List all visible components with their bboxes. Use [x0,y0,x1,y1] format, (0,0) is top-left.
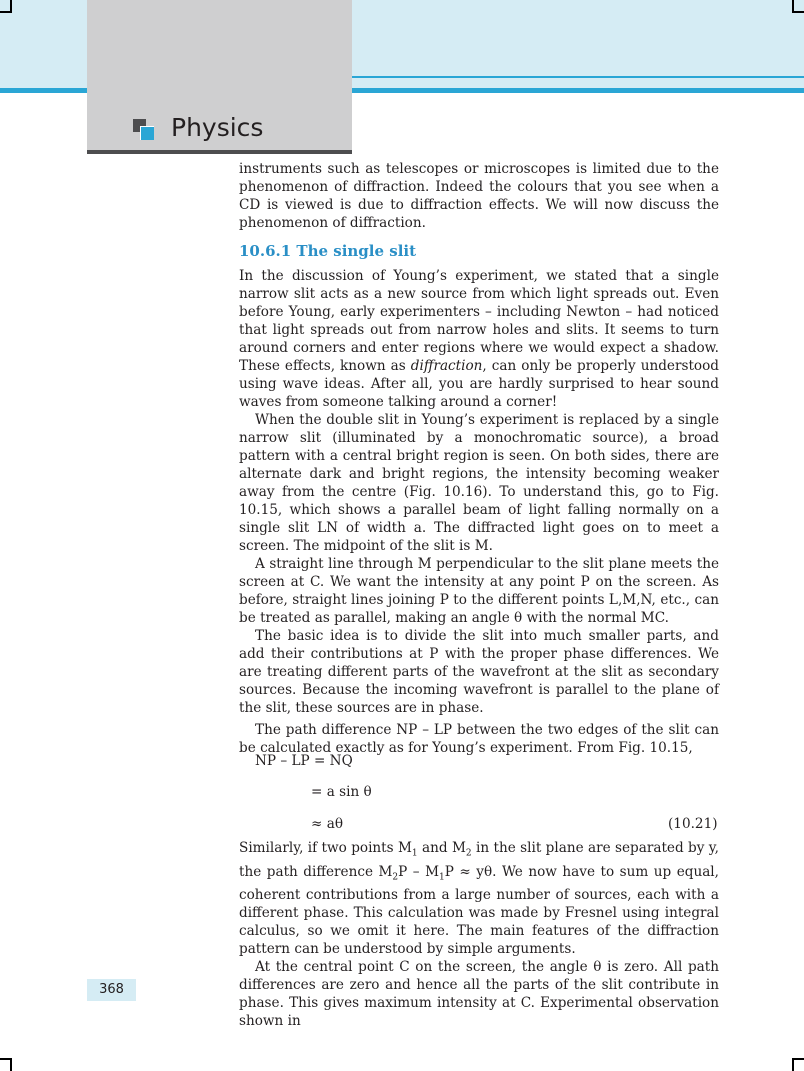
body-block-1 [239,267,719,757]
body-block-2 [239,839,719,1030]
crop-mark-top-right-h [792,11,804,13]
section-heading: 10.6.1 The single slit [239,242,417,260]
paragraph-4: The basic idea is to divide the slit into much smaller parts, and add their contributions at P with the proper phase differences. We are treating different parts of the wavefront at the slit as secondary sources. Because the incoming wavefront is parallel to the plane of the slit, these sources are in phase. [239,628,719,716]
equation-number: (10.21) [668,816,718,832]
paragraph-6: Similarly, if two points $M_1$ and $M_2$ in the slit plane are separated by y, the path difference $M_2P - M_1P \approx y\theta$. We now have to sum up equal, coherent contributions from a large number of sources, each with a different phase. This calculation was made by Fresnel using integral calculus, so we omit it here. The main features of the diffraction pattern can be understood by simple arguments. [239,840,719,958]
intro-text: instruments such as telescopes or microscopes is limited due to the phenomenon of diffraction. Indeed the colours that you see when a CD is viewed is due to diffraction effects. We will now discuss the phenomenon of diffraction. [239,161,719,231]
equation-line-3: ≈ aθ [311,816,343,832]
crop-mark-top-left-h [0,11,12,13]
crop-mark-bottom-right-h [792,1058,804,1060]
paragraph-5: The path difference NP – LP between the two edges of the slit can be calculated exactly as for Young’s experiment. From Fig. 10.15, [239,722,719,756]
equation-line-2: = a sin θ [311,784,372,800]
running-title: Physics [171,113,264,142]
header-rule [87,150,352,154]
physics-chapter-icon [133,119,155,141]
paragraph-3: A straight line through M perpendicular to the slit plane meets the screen at C. We want the intensity at any point P on the screen. As before, straight lines joining P to the different points L,M,N, etc., can be treated as parallel, making an angle θ with the normal MC. [239,556,719,626]
top-accent-line [352,76,804,78]
crop-mark-bottom-left-h [0,1058,12,1060]
page-number: 368 [87,979,136,1001]
paragraph-2: When the double slit in Young’s experiment is replaced by a single narrow slit (illuminated by a monochromatic source), a broad pattern with a central bright region is seen. On both sides, there are alternate dark and bright regions, the intensity becoming weaker away from the centre (Fig. 10.16). To understand this, go to Fig. 10.15, which shows a parallel beam of light falling normally on a single slit LN of width a. The diffracted light goes on to meet a screen. The midpoint of the slit is M. [239,412,719,554]
equation-line-1: NP – LP = NQ [255,753,353,769]
paragraph-1: In the discussion of Young’s experiment, we stated that a single narrow slit acts as a new source from which light spreads out. Even before Young, early experimenters – including Newton – had noticed that light spreads out from narrow holes and slits. It seems to turn around corners and enter regions where we would expect a shadow. These effects, known as diffraction, can only be properly understood using wave ideas. After all, you are hardly surprised to hear sound waves from someone talking around a corner! [239,268,719,410]
paragraph-7: At the central point C on the screen, the angle θ is zero. All path differences are zero and hence all the parts of the slit contribute in phase. This gives maximum intensity at C. Experimental observation shown in [239,959,719,1030]
intro-paragraph [239,160,719,232]
